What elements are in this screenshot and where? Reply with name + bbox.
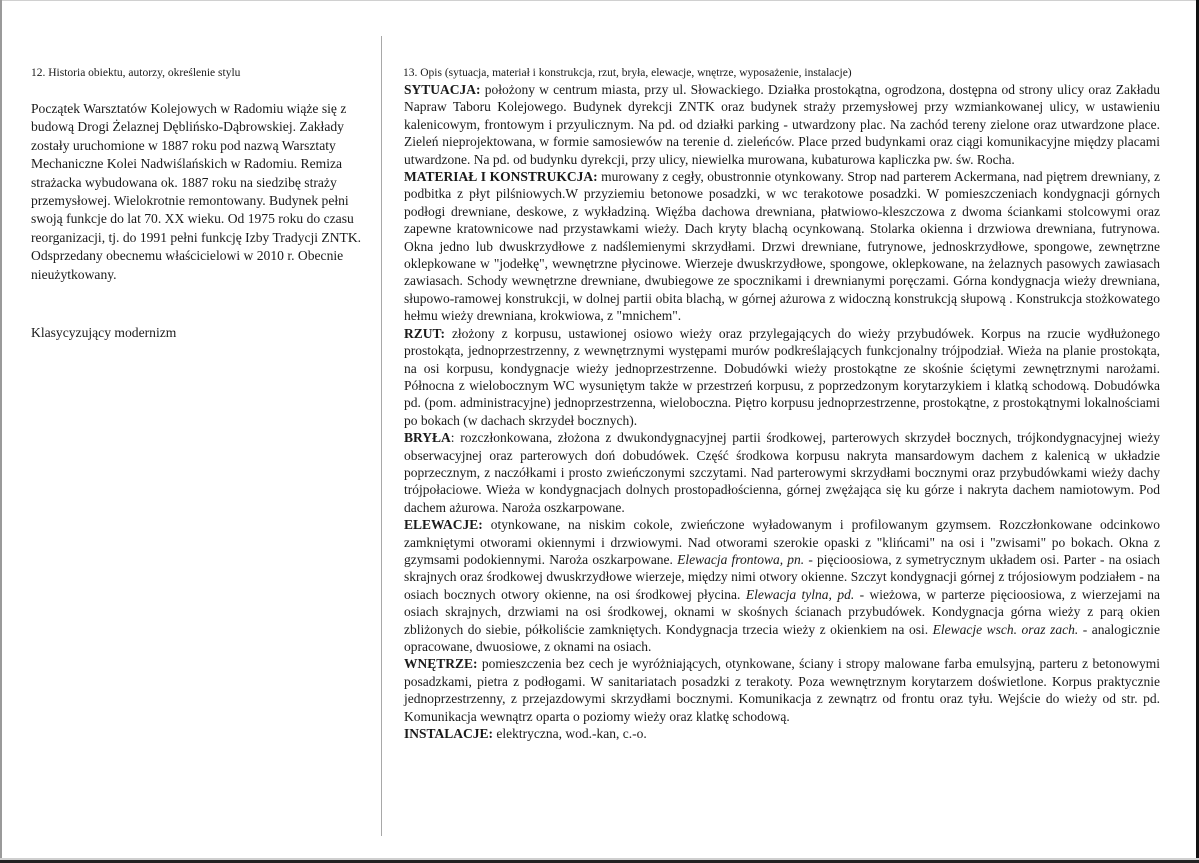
sytuacja-label: SYTUACJA: [404, 82, 481, 97]
elewacja-tylna-label: Elewacja tylna, pd. [745, 586, 855, 602]
rzut-text: złożony z korpusu, ustawionej osiowo wieży oraz przylegających do wieży przybudówek. Korpus na rzucie wydłużonego prostokąta, jednoprzestrzenny, z wewnętrznymi występami murów podkreślających funkcjonalny trójpodział. Wieża na planie prostokąta, na osi korpusu, kondygnacje wieży jednoprzestrzenne. Dobudówki wieży prostokątne ze skośnie ściętymi zewnętrznymi narożami. Północna z wielobocznym WC wysuniętym także w przestrzeń korpusu, z poprzedzonym korytarzykiem i klatką schodową. Dobudówka pd. (pom. administracyjne) jednoprzestrzenna, wieloboczna. Piętro korpusu jednoprzestrzenne, prostokątne, z prostokątnymi lokalnościami po bokach (w dachach skrzydeł bocznych). [404, 325, 1160, 428]
sytuacja-text: położony w centrum miasta, przy ul. Słowackiego. Działka prostokątna, ogrodzona, dostępna od strony ulicy oraz Zakładu Napraw Taboru Kolejowego. Budynek dyrekcji ZNTK oraz budynek straży przemysłowej przy wzmiankowanej ulicy, w ustawieniu kalenicowym, frontowym i przyulicznym. Na pd. od działki parking - utwardzony plac. Na zachód tereny zielone oraz utwardzone place. Zieleń nieprojektowana, w formie samosiewów na terenie d. zieleńców. Place przed budynkami oraz ciągi komunikacyjne między placami utwardzone. Na pd. od budynku dyrekcji, przy ulicy, niewielka murowana, kubaturowa kapliczka pw. św. Rocha. [404, 82, 1160, 167]
elewacje-label: ELEWACJE: [404, 517, 483, 533]
rzut-paragraph [404, 325, 1160, 429]
instalacje-paragraph [404, 725, 1160, 742]
instalacje-text: elektryczna, wod.-kan, c.-o. [493, 726, 647, 742]
history-section [31, 66, 371, 342]
elewacje-boczne-label: Elewacje wsch. oraz zach. [932, 621, 1079, 637]
material-paragraph [404, 168, 1160, 325]
scan-top-edge [0, 0, 1199, 1]
elewacje-paragraph [404, 516, 1160, 655]
elewacje-text-1: otynkowane, na niskim cokole, zwieńczone wyładowanym i profilowanym gzymsem. Rozczłonkowane odcinkowo zamkniętymi otworami okiennymi i drzwiowymi. Nad otworami szerokie opaski z "klińcami" na osi i "zwisami" po bokach. Okna z gzymsami podokiennymi. Naroża oszkarpowane. [404, 517, 1160, 567]
history-text: Początek Warsztatów Kolejowych w Radomiu wiąże się z budową Drogi Żelaznej Dęblińsko-Dąbrowskiej. Zakłady zostały uruchomione w 1887 roku pod nazwą Warsztaty Mechaniczne Kolei Nadwiślańskich w Radomiu. Remiza strażacka wybudowana ok. 1887 roku na siedzibę straży przemysłowej. Wielokrotnie remontowany. Budynek pełni swoją funkcje do lat 70. XX wieku. Od 1975 roku do czasu reorganizacji, tj. do 1991 pełni funkcję Izby Tradycji ZNTK. Odsprzedany obecnemu właścicielowi w 2010 r. Obecnie nieużytkowany. [31, 101, 362, 282]
description-heading: 13. Opis (sytuacja, materiał i konstrukcja, rzut, bryła, elewacje, wnętrze, wyposażenie, instalacje) [403, 67, 852, 79]
wnetrze-text: pomieszczenia bez cech je wyróżniających, otynkowane, ściany i stropy malowane farba emulsyjną, parteru z betonowymi posadzkami, pietra z podłogami. W sanitariatach posadzki z terakoty. Poza wewnętrznym korytarzem doświetlone. Korpus praktycznie jednoprzestrzenny, z przejazdowymi skrzydłami bocznymi. Komunikacja z zewnątrz od frontu oraz tyłu. Wejście do wieży od str. pd. Komunikacja wewnątrz oparta o poziomy wieży oraz klatkę schodową. [404, 656, 1160, 724]
instalacje-label: INSTALACJE: [404, 726, 494, 742]
style-text: Klasycyzujący modernizm [31, 325, 177, 341]
bryla-text: : rozczłonkowana, złożona z dwukondygnacyjnej partii środkowej, parterowych skrzydeł bocznych, trójkondygnacyjnej wieży obserwacyjnej oraz parterowych doń dobudówek. Część środkowa korpusu nakryta mansardowym dachem z kalenicą w układzie poprzecznym, z naczółkami i prosto zwieńczonymi szczytami. Nad parterowymi skrzydłami bocznymi oraz przybudówkami wieży dachy trójpołaciowe. Wieża w kondygnacjach dolnych prostopadłościenna, górnej zwężająca się ku górze i nakryta dachem namiotowym. Pod dachem ażurowa. Naroża oszkarpowane. [404, 430, 1160, 515]
bryla-label: BRYŁA [404, 430, 451, 446]
scan-left-edge [0, 0, 2, 863]
elewacje-text-4: - analogicznie opracowane, dwuosiowe, z oknami na osiach. [404, 621, 1160, 654]
column-divider [381, 36, 382, 836]
rzut-label: RZUT: [404, 325, 446, 341]
wnetrze-paragraph [404, 655, 1160, 725]
history-heading: 12. Historia obiektu, autorzy, określenie stylu [31, 67, 241, 79]
elewacje-text-2: - pięcioosiowa, z symetrycznym układem osi. Parter - na osiach skrajnych oraz środkowej dwuskrzydłowe wierzeje, między nimi otwory okienne. Szczyt kondygnacji górnej z trójosiowym podziałem - na osiach bocznych otwory okienne, na osi środkowej płycina. [404, 551, 1161, 602]
material-label: MATERIAŁ I KONSTRUKCJA: [404, 169, 598, 185]
description-section [404, 66, 1160, 742]
wnetrze-label: WNĘTRZE: [404, 656, 478, 672]
material-text: murowany z cegły, obustronnie otynkowany. Strop nad parterem Ackermana, nad piętrem drewniany, z podbitka z płyt pilśniowych.W przyziemiu betonowe posadzki, w wc terakotowe posadzki. W pomieszczeniach kondygnacji górnych podłogi drewniane, deskowe, z wykładziną. Więźba dachowa drewniana, płatwiowo-kleszczowa z dwoma ściankami stolcowymi oraz zapewne kratownicowe nad przystawkami wieży. Dach kryty blachą ocynkowaną. Stolarka okienna i drzwiowa drewniana, futrynowa. Okna jedno lub dwuskrzydłowe z nadślemienymi skrzydłami. Drzwi drewniane, futrynowe, jednoskrzydłowe, spongowe, zewnętrzne oklepkowane w "jodełkę", wewnętrzne płycinowe. Wierzeje dwuskrzydłowe, spongowe, oklepkowane, na żelaznych pasowych zawiasach zawiasach. Schody wewnętrzne drewniane, dwubiegowe ze spocznikami i drewnianymi poręczami. Górna kondygnacja wieży drewniana, słupowo-ramowej konstrukcji, w dolnej partii obita blachą, w górnej ażurowa z widoczną konstrukcją słupową . Konstrukcja stożkowatego hełmu wieży drewniana, krokwiowa, z "mnichem". [404, 169, 1160, 324]
bryla-paragraph [404, 429, 1160, 516]
elewacje-text-3: - wieżowa, w parterze pięcioosiowa, z wierzejami na osiach skrajnych, drzwiami na osi środkowej, oknami w skośnych ścianach przybudówek. Kondygnacja górna wieży z parą okien zbliżonych do siebie, półkoliście zamkniętych. Kondygnacja trzecia wieży z okienkiem na osi. [404, 586, 1160, 637]
sytuacja-paragraph [404, 81, 1160, 168]
elewacja-frontowa-label: Elewacja frontowa, pn. [677, 551, 805, 567]
